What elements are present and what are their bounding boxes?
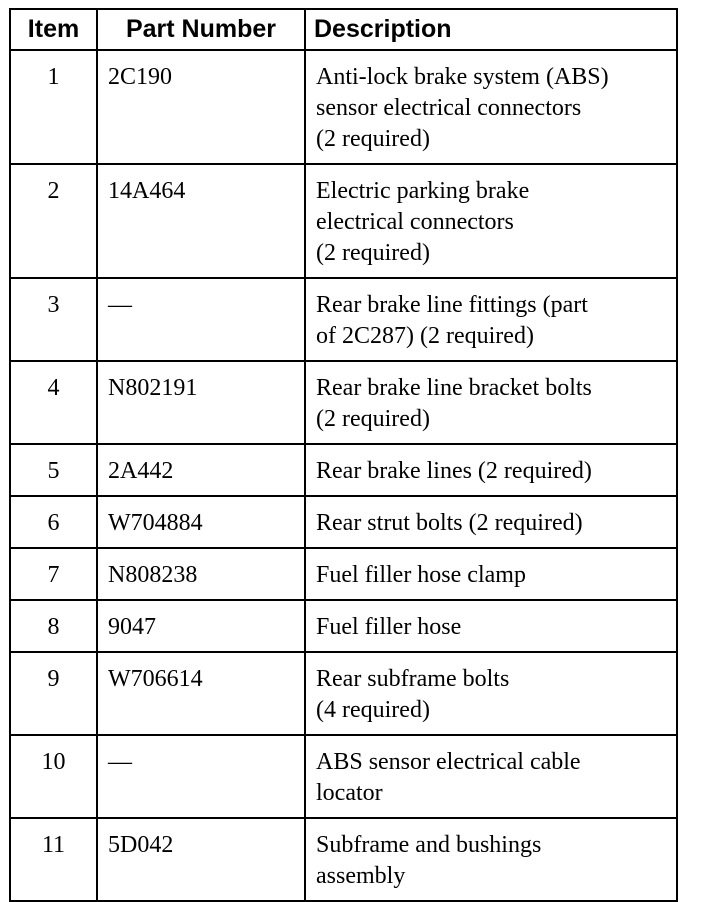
part-number-cell: — xyxy=(97,278,305,361)
description-cell: Fuel filler hose clamp xyxy=(305,548,677,600)
description-cell: Rear brake line fittings (part of 2C287) (2 required) xyxy=(305,278,677,361)
part-number-cell: W704884 xyxy=(97,496,305,548)
description-cell: Rear strut bolts (2 required) xyxy=(305,496,677,548)
parts-table-body xyxy=(10,50,677,901)
description-cell: Subframe and bushings assembly xyxy=(305,818,677,901)
item-cell: 4 xyxy=(10,361,97,444)
table-row xyxy=(10,735,677,818)
table-row xyxy=(10,278,677,361)
header-description: Description xyxy=(305,9,677,50)
parts-table-header xyxy=(10,9,677,50)
parts-table xyxy=(9,8,678,902)
part-number-cell: 2C190 xyxy=(97,50,305,164)
part-number-cell: 9047 xyxy=(97,600,305,652)
part-number-cell: 5D042 xyxy=(97,818,305,901)
item-cell: 5 xyxy=(10,444,97,496)
description-cell: Electric parking brake electrical connectors (2 required) xyxy=(305,164,677,278)
description-cell: ABS sensor electrical cable locator xyxy=(305,735,677,818)
table-row xyxy=(10,652,677,735)
table-row xyxy=(10,444,677,496)
item-cell: 6 xyxy=(10,496,97,548)
part-number-cell: 14A464 xyxy=(97,164,305,278)
table-row xyxy=(10,50,677,164)
table-row xyxy=(10,600,677,652)
item-cell: 3 xyxy=(10,278,97,361)
item-cell: 2 xyxy=(10,164,97,278)
item-cell: 8 xyxy=(10,600,97,652)
description-cell: Fuel filler hose xyxy=(305,600,677,652)
header-part-number: Part Number xyxy=(97,9,305,50)
part-number-cell: 2A442 xyxy=(97,444,305,496)
table-row xyxy=(10,164,677,278)
table-row xyxy=(10,361,677,444)
table-row xyxy=(10,818,677,901)
part-number-cell: — xyxy=(97,735,305,818)
item-cell: 1 xyxy=(10,50,97,164)
part-number-cell: N802191 xyxy=(97,361,305,444)
item-cell: 9 xyxy=(10,652,97,735)
item-cell: 11 xyxy=(10,818,97,901)
description-cell: Rear brake lines (2 required) xyxy=(305,444,677,496)
item-cell: 7 xyxy=(10,548,97,600)
description-cell: Rear brake line bracket bolts (2 required) xyxy=(305,361,677,444)
item-cell: 10 xyxy=(10,735,97,818)
part-number-cell: W706614 xyxy=(97,652,305,735)
description-cell: Rear subframe bolts (4 required) xyxy=(305,652,677,735)
table-row xyxy=(10,496,677,548)
header-item: Item xyxy=(10,9,97,50)
table-row xyxy=(10,548,677,600)
header-row xyxy=(10,9,677,50)
part-number-cell: N808238 xyxy=(97,548,305,600)
description-cell: Anti-lock brake system (ABS) sensor electrical connectors (2 required) xyxy=(305,50,677,164)
